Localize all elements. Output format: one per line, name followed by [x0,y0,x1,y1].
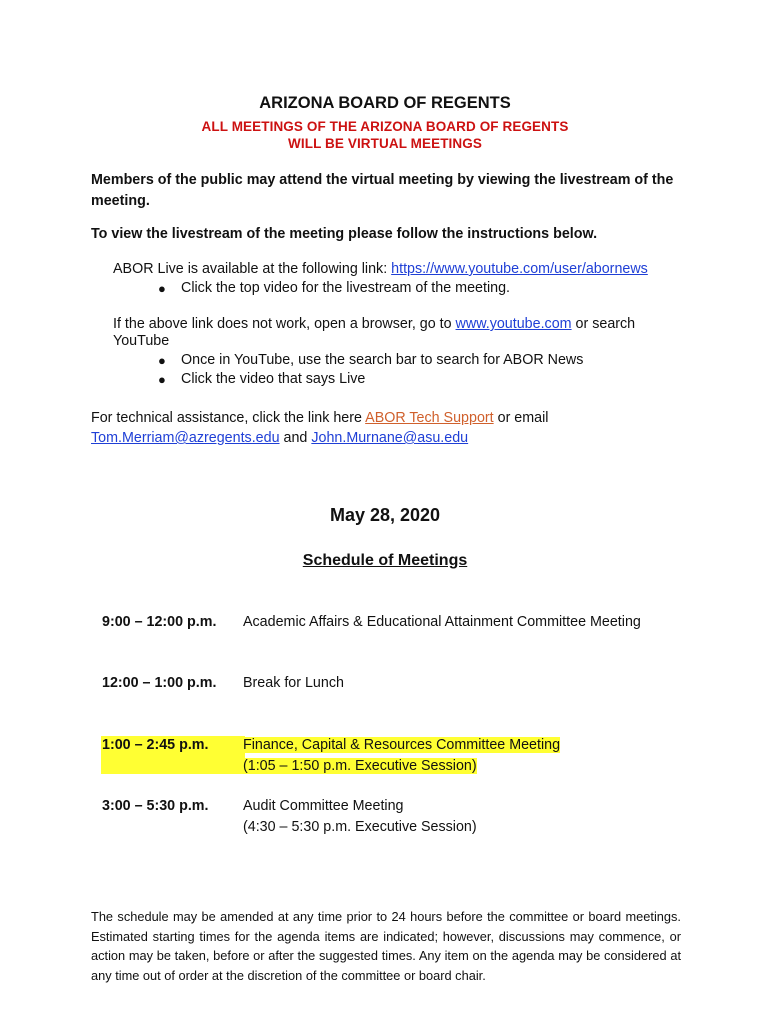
email-link-merriam[interactable]: Tom.Merriam@azregents.edu [91,430,280,446]
fallback-bullet-2: Click the video that says Live [181,371,366,387]
fallback-text-before: If the above link does not work, open a browser, go to [113,316,456,332]
public-notice: Members of the public may attend the virtual meeting by viewing the livestream of the meeting. [91,172,674,209]
fallback-bullet-1: Once in YouTube, use the search bar to search for ABOR News [181,352,584,368]
schedule-title [0,552,770,570]
schedule-time-4: 3:00 – 5:30 p.m. [102,798,209,814]
document-title: ARIZONA BOARD OF REGENTS [259,94,511,112]
support-text-middle: or email [493,410,549,426]
schedule-sub-3-text: (1:05 – 1:50 p.m. Executive Session) [243,758,477,774]
schedule-sub-4: (4:30 – 5:30 p.m. Executive Session) [243,819,477,835]
schedule-desc-1: Academic Affairs & Educational Attainment Committee Meeting [243,614,641,630]
schedule-time-2: 12:00 – 1:00 p.m. [102,675,217,691]
livestream-line [113,259,648,279]
virtual-notice-line2: WILL BE VIRTUAL MEETINGS [288,136,482,151]
support-emails [91,428,468,448]
livestream-text: ABOR Live is available at the following link: [113,261,392,277]
schedule-desc-3 [243,735,560,756]
schedule-sub-3 [243,756,477,777]
schedule-desc-2: Break for Lunch [243,675,344,691]
schedule-time-1: 9:00 – 12:00 p.m. [102,614,217,630]
schedule-time-3: 1:00 – 2:45 p.m. [102,737,209,753]
meeting-date: May 28, 2020 [329,505,441,525]
bullet-icon: ● [158,353,166,368]
bullet-icon: ● [158,281,166,296]
youtube-link[interactable]: www.youtube.com [455,316,572,332]
fallback-line [113,314,635,334]
tech-support-link[interactable]: ABOR Tech Support [365,410,494,426]
instructions-heading: To view the livestream of the meeting please follow the instructions below. [91,226,598,242]
email-link-murnane[interactable]: John.Murnane@asu.edu [311,430,469,446]
schedule-desc-3-text: Finance, Capital & Resources Committee Meeting [243,737,561,753]
abor-live-link[interactable]: https://www.youtube.com/user/abornews [391,261,648,277]
schedule-title-text: Schedule of Meetings [302,552,468,569]
bullet-icon: ● [158,372,166,387]
virtual-notice-line1: ALL MEETINGS OF THE ARIZONA BOARD OF REGENTS [201,119,569,134]
fallback-text-after: or search [571,316,636,332]
livestream-bullet-1: Click the top video for the livestream of the meeting. [181,280,510,296]
support-line [91,408,548,428]
and-text: and [279,430,312,446]
fallback-line-2: YouTube [113,333,170,349]
schedule-desc-4: Audit Committee Meeting [243,798,404,814]
schedule-disclaimer: The schedule may be amended at any time prior to 24 hours before the committee or board meetings. Estimated starting times for the agenda items are indicated; however, discussions may commence, or action may be taken, before or after the suggested times. Any item on the agenda may be considered at any time out of order at the discretion of the committee or board chair. [91,909,681,983]
support-text-before: For technical assistance, click the link here [91,410,366,426]
